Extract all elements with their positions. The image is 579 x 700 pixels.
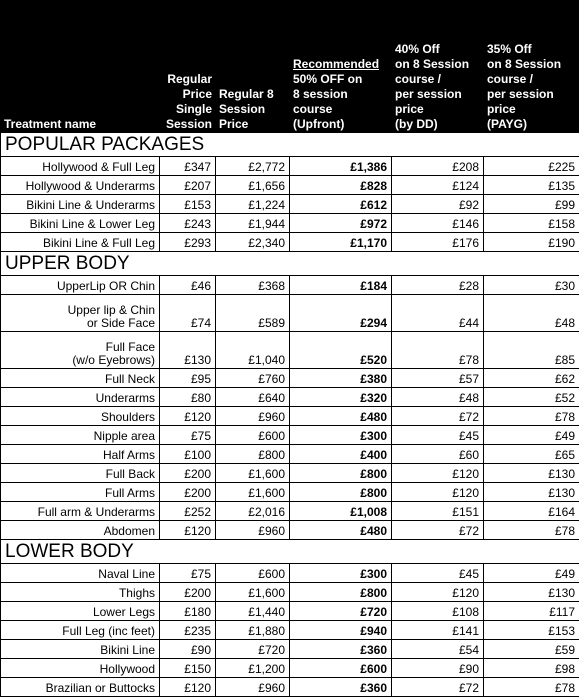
dd-price-cell: £108 xyxy=(392,602,484,621)
eight-session-price-cell: £1,944 xyxy=(216,214,290,233)
recommended-price-cell: £360 xyxy=(290,678,392,697)
single-price-cell: £75 xyxy=(160,426,216,445)
dd-price-cell: £57 xyxy=(392,369,484,388)
header-line: Session xyxy=(219,102,266,116)
treatment-name-line: Naval Line xyxy=(98,567,155,581)
payg-price-cell: £49 xyxy=(484,426,579,445)
single-price-cell: £46 xyxy=(160,276,216,295)
treatment-name-cell xyxy=(1,369,160,388)
payg-price-cell: £48 xyxy=(484,295,579,332)
table-row xyxy=(1,214,579,233)
header-line: price xyxy=(395,102,424,116)
eight-session-price-cell: £1,224 xyxy=(216,195,290,214)
header-line: per session xyxy=(487,87,554,101)
treatment-name-line: Full Neck xyxy=(104,372,155,386)
payg-price-cell: £225 xyxy=(484,157,579,176)
header-line: Regular xyxy=(167,72,212,86)
table-row xyxy=(1,407,579,426)
treatment-name-cell xyxy=(1,678,160,697)
table-row xyxy=(1,276,579,295)
payg-price-cell: £78 xyxy=(484,678,579,697)
table-row xyxy=(1,564,579,583)
header-payg xyxy=(484,1,579,133)
recommended-price-cell: £612 xyxy=(290,195,392,214)
single-price-cell: £252 xyxy=(160,502,216,521)
header-line: 50% OFF on xyxy=(293,72,363,86)
payg-price-cell: £49 xyxy=(484,564,579,583)
treatment-name-line: Full Arms xyxy=(104,486,155,500)
treatment-name-line: Bikini Line & Full Leg xyxy=(42,236,155,250)
payg-price-cell: £190 xyxy=(484,233,579,252)
payg-price-cell: £78 xyxy=(484,407,579,426)
table-row xyxy=(1,659,579,678)
payg-price-cell: £85 xyxy=(484,332,579,369)
table-row xyxy=(1,602,579,621)
payg-price-cell: £30 xyxy=(484,276,579,295)
dd-price-cell: £72 xyxy=(392,678,484,697)
recommended-price-cell: £600 xyxy=(290,659,392,678)
eight-session-price-cell: £760 xyxy=(216,369,290,388)
single-price-cell: £347 xyxy=(160,157,216,176)
header-line: Price xyxy=(219,117,249,131)
dd-price-cell: £120 xyxy=(392,583,484,602)
header-line: (Upfront) xyxy=(293,117,345,131)
payg-price-cell: £59 xyxy=(484,640,579,659)
treatment-name-cell xyxy=(1,483,160,502)
treatment-name-line: Shoulders xyxy=(100,410,155,424)
recommended-price-cell: £300 xyxy=(290,564,392,583)
payg-price-cell: £52 xyxy=(484,388,579,407)
table-row xyxy=(1,640,579,659)
dd-price-cell: £120 xyxy=(392,483,484,502)
eight-session-price-cell: £1,880 xyxy=(216,621,290,640)
eight-session-price-cell: £1,600 xyxy=(216,483,290,502)
table-row xyxy=(1,195,579,214)
dd-price-cell: £45 xyxy=(392,426,484,445)
table-row xyxy=(1,369,579,388)
dd-price-cell: £60 xyxy=(392,445,484,464)
payg-price-cell: £135 xyxy=(484,176,579,195)
recommended-price-cell: £380 xyxy=(290,369,392,388)
recommended-price-cell: £320 xyxy=(290,388,392,407)
treatment-name-cell xyxy=(1,502,160,521)
header-regular-8-session xyxy=(216,1,290,133)
treatment-name-line: Brazilian or Buttocks xyxy=(45,681,155,695)
treatment-name-cell xyxy=(1,426,160,445)
dd-price-cell: £48 xyxy=(392,388,484,407)
header-line: 8 session xyxy=(293,87,348,101)
treatment-name-cell xyxy=(1,233,160,252)
section-title: POPULAR PACKAGES xyxy=(1,133,579,157)
recommended-price-cell: £1,386 xyxy=(290,157,392,176)
eight-session-price-cell: £600 xyxy=(216,426,290,445)
treatment-name-cell xyxy=(1,295,160,332)
header-line: per session xyxy=(395,87,462,101)
table-row xyxy=(1,678,579,697)
single-price-cell: £235 xyxy=(160,621,216,640)
table-row xyxy=(1,445,579,464)
treatment-name-line: Lower Legs xyxy=(92,605,155,619)
dd-price-cell: £208 xyxy=(392,157,484,176)
treatment-name-cell xyxy=(1,602,160,621)
table-row xyxy=(1,621,579,640)
treatment-name-cell xyxy=(1,564,160,583)
eight-session-price-cell: £800 xyxy=(216,445,290,464)
recommended-price-cell: £294 xyxy=(290,295,392,332)
dd-price-cell: £78 xyxy=(392,332,484,369)
recommended-price-cell: £520 xyxy=(290,332,392,369)
eight-session-price-cell: £1,040 xyxy=(216,332,290,369)
recommended-price-cell: £480 xyxy=(290,407,392,426)
treatment-name-line: Full Leg (inc feet) xyxy=(62,624,155,638)
table-row xyxy=(1,233,579,252)
treatment-name-cell xyxy=(1,640,160,659)
eight-session-price-cell: £640 xyxy=(216,388,290,407)
treatment-name-cell xyxy=(1,276,160,295)
header-line: 35% Off xyxy=(487,42,532,56)
recommended-price-cell: £400 xyxy=(290,445,392,464)
header-row xyxy=(1,1,579,133)
treatment-name-cell xyxy=(1,583,160,602)
eight-session-price-cell: £1,200 xyxy=(216,659,290,678)
section-header-row xyxy=(1,133,579,157)
eight-session-price-cell: £720 xyxy=(216,640,290,659)
header-regular-single xyxy=(160,1,216,133)
table-row xyxy=(1,295,579,332)
treatment-name-line: (w/o Eyebrows) xyxy=(72,353,155,367)
treatment-name-line: Hollywood xyxy=(99,662,155,676)
recommended-price-cell: £828 xyxy=(290,176,392,195)
table-row xyxy=(1,388,579,407)
treatment-name-cell xyxy=(1,214,160,233)
table-row xyxy=(1,521,579,540)
treatment-name-line: Bikini Line xyxy=(100,643,155,657)
header-line: price xyxy=(487,102,516,116)
single-price-cell: £153 xyxy=(160,195,216,214)
section-header-row xyxy=(1,252,579,276)
single-price-cell: £150 xyxy=(160,659,216,678)
header-treatment-name: Treatment name xyxy=(1,1,160,133)
treatment-name-line: Thighs xyxy=(118,586,155,600)
treatment-name-cell xyxy=(1,157,160,176)
single-price-cell: £200 xyxy=(160,483,216,502)
treatment-name-cell xyxy=(1,407,160,426)
dd-price-cell: £151 xyxy=(392,502,484,521)
payg-price-cell: £164 xyxy=(484,502,579,521)
payg-price-cell: £117 xyxy=(484,602,579,621)
header-line: (by DD) xyxy=(395,117,438,131)
table-row xyxy=(1,332,579,369)
table-row xyxy=(1,464,579,483)
recommended-price-cell: £940 xyxy=(290,621,392,640)
recommended-price-cell: £800 xyxy=(290,464,392,483)
single-price-cell: £200 xyxy=(160,583,216,602)
single-price-cell: £200 xyxy=(160,464,216,483)
single-price-cell: £180 xyxy=(160,602,216,621)
treatment-name-line: Underarms xyxy=(95,391,155,405)
single-price-cell: £95 xyxy=(160,369,216,388)
header-line: (PAYG) xyxy=(487,117,528,131)
dd-price-cell: £146 xyxy=(392,214,484,233)
treatment-name-line: or Side Face xyxy=(86,316,155,330)
eight-session-price-cell: £368 xyxy=(216,276,290,295)
treatment-name-line: UpperLip OR Chin xyxy=(56,279,155,293)
eight-session-price-cell: £960 xyxy=(216,678,290,697)
table-row xyxy=(1,426,579,445)
eight-session-price-cell: £1,656 xyxy=(216,176,290,195)
single-price-cell: £90 xyxy=(160,640,216,659)
header-dd xyxy=(392,1,484,133)
header-line: Regular 8 xyxy=(219,87,274,101)
treatment-name-cell xyxy=(1,195,160,214)
treatment-name-line: Abdomen xyxy=(103,524,155,538)
eight-session-price-cell: £1,600 xyxy=(216,464,290,483)
header-line: on 8 Session xyxy=(395,57,470,71)
payg-price-cell: £130 xyxy=(484,583,579,602)
single-price-cell: £120 xyxy=(160,678,216,697)
payg-price-cell: £78 xyxy=(484,521,579,540)
payg-price-cell: £98 xyxy=(484,659,579,678)
treatment-name-line: Full arm & Underarms xyxy=(37,505,155,519)
table-row xyxy=(1,176,579,195)
table-row xyxy=(1,157,579,176)
eight-session-price-cell: £1,440 xyxy=(216,602,290,621)
header-line: 40% Off xyxy=(395,42,440,56)
recommended-price-cell: £800 xyxy=(290,583,392,602)
eight-session-price-cell: £1,600 xyxy=(216,583,290,602)
eight-session-price-cell: £589 xyxy=(216,295,290,332)
treatment-name-cell xyxy=(1,332,160,369)
dd-price-cell: £141 xyxy=(392,621,484,640)
header-line: Single xyxy=(175,102,212,116)
eight-session-price-cell: £2,772 xyxy=(216,157,290,176)
treatment-name-cell xyxy=(1,659,160,678)
dd-price-cell: £124 xyxy=(392,176,484,195)
single-price-cell: £75 xyxy=(160,564,216,583)
dd-price-cell: £72 xyxy=(392,521,484,540)
section-title: LOWER BODY xyxy=(1,540,579,564)
payg-price-cell: £130 xyxy=(484,464,579,483)
header-recommended xyxy=(290,1,392,133)
treatment-name-line: Full Face xyxy=(105,340,155,354)
treatment-name-line: Half Arms xyxy=(102,448,155,462)
recommended-price-cell: £300 xyxy=(290,426,392,445)
recommended-price-cell: £972 xyxy=(290,214,392,233)
dd-price-cell: £72 xyxy=(392,407,484,426)
header-line: Price xyxy=(182,87,212,101)
eight-session-price-cell: £2,016 xyxy=(216,502,290,521)
dd-price-cell: £28 xyxy=(392,276,484,295)
single-price-cell: £120 xyxy=(160,521,216,540)
treatment-name-cell xyxy=(1,388,160,407)
table-row xyxy=(1,483,579,502)
single-price-cell: £243 xyxy=(160,214,216,233)
dd-price-cell: £44 xyxy=(392,295,484,332)
treatment-name-line: Upper lip & Chin xyxy=(67,303,155,317)
table-body xyxy=(1,133,579,697)
table-row xyxy=(1,502,579,521)
payg-price-cell: £99 xyxy=(484,195,579,214)
header-line: course / xyxy=(487,72,534,86)
dd-price-cell: £45 xyxy=(392,564,484,583)
section-header-row xyxy=(1,540,579,564)
payg-price-cell: £130 xyxy=(484,483,579,502)
treatment-name-line: Nipple area xyxy=(93,429,155,443)
dd-price-cell: £176 xyxy=(392,233,484,252)
dd-price-cell: £54 xyxy=(392,640,484,659)
recommended-price-cell: £480 xyxy=(290,521,392,540)
treatment-name-cell xyxy=(1,521,160,540)
dd-price-cell: £92 xyxy=(392,195,484,214)
header-line: Session xyxy=(165,117,212,131)
single-price-cell: £293 xyxy=(160,233,216,252)
treatment-name-cell xyxy=(1,464,160,483)
single-price-cell: £80 xyxy=(160,388,216,407)
recommended-price-cell: £1,008 xyxy=(290,502,392,521)
payg-price-cell: £62 xyxy=(484,369,579,388)
treatment-name-line: Bikini Line & Underarms xyxy=(26,198,155,212)
eight-session-price-cell: £960 xyxy=(216,521,290,540)
recommended-price-cell: £800 xyxy=(290,483,392,502)
treatment-name-cell xyxy=(1,176,160,195)
dd-price-cell: £120 xyxy=(392,464,484,483)
eight-session-price-cell: £600 xyxy=(216,564,290,583)
treatment-name-line: Hollywood & Full Leg xyxy=(42,160,155,174)
recommended-price-cell: £184 xyxy=(290,276,392,295)
single-price-cell: £74 xyxy=(160,295,216,332)
payg-price-cell: £65 xyxy=(484,445,579,464)
treatment-name-line: Bikini Line & Lower Leg xyxy=(29,217,155,231)
section-title: UPPER BODY xyxy=(1,252,579,276)
recommended-price-cell: £720 xyxy=(290,602,392,621)
treatment-name-cell xyxy=(1,445,160,464)
header-line: on 8 Session xyxy=(487,57,562,71)
single-price-cell: £207 xyxy=(160,176,216,195)
payg-price-cell: £158 xyxy=(484,214,579,233)
dd-price-cell: £90 xyxy=(392,659,484,678)
eight-session-price-cell: £2,340 xyxy=(216,233,290,252)
single-price-cell: £100 xyxy=(160,445,216,464)
recommended-price-cell: £360 xyxy=(290,640,392,659)
treatment-name-cell xyxy=(1,621,160,640)
recommended-price-cell: £1,170 xyxy=(290,233,392,252)
treatment-name-line: Hollywood & Underarms xyxy=(25,179,155,193)
header-line: course xyxy=(293,102,333,116)
payg-price-cell: £153 xyxy=(484,621,579,640)
header-line: course / xyxy=(395,72,442,86)
eight-session-price-cell: £960 xyxy=(216,407,290,426)
single-price-cell: £120 xyxy=(160,407,216,426)
single-price-cell: £130 xyxy=(160,332,216,369)
table-row xyxy=(1,583,579,602)
header-recommended-title: Recommended xyxy=(293,57,380,71)
treatment-name-line: Full Back xyxy=(105,467,155,481)
